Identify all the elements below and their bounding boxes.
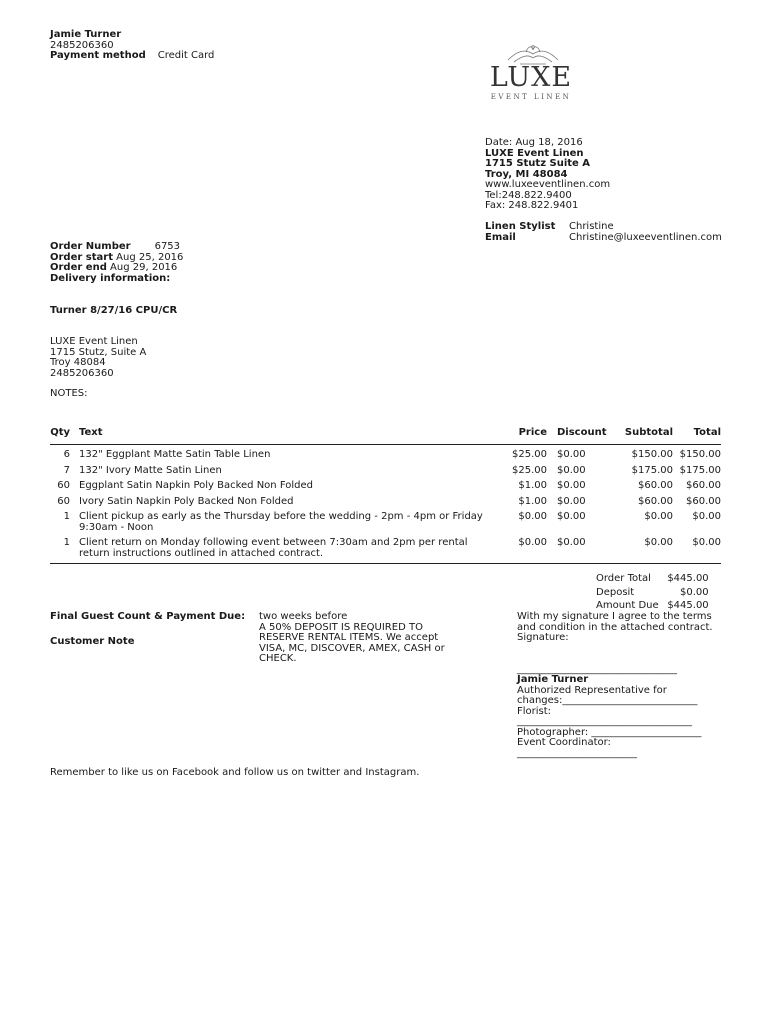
order-start-value: Aug 25, 2016	[116, 251, 184, 263]
item-text-line: 9:30am - Noon	[79, 521, 154, 533]
signature-line	[517, 644, 722, 655]
cell-price: $1.00	[518, 495, 547, 507]
payment-due-text	[259, 612, 459, 665]
email-label: Email	[485, 231, 516, 243]
table-header-row	[50, 427, 721, 445]
header-qty: Qty	[50, 427, 70, 445]
signature-line: Jamie Turner	[517, 674, 589, 685]
customer-phone: 2485206360	[50, 39, 114, 51]
cell-discount: $0.00	[557, 480, 586, 491]
payment-due-label: Final Guest Count & Payment Due:	[50, 611, 246, 622]
order-start-label: Order start	[50, 251, 113, 263]
deposit-value: $0.00	[680, 586, 709, 598]
items-table	[50, 427, 721, 564]
signature-line: ________________________________	[517, 663, 677, 675]
signature-line: Event Coordinator:	[517, 737, 611, 748]
header-price: Price	[499, 427, 547, 445]
company-tel: Tel:248.822.9400	[485, 189, 572, 201]
signature-line: Authorized Representative for	[517, 684, 667, 696]
order-number-value: 6753	[154, 241, 181, 252]
customer-name: Jamie Turner	[50, 29, 122, 40]
order-end-row	[50, 263, 183, 274]
signature-line: Signature:	[517, 632, 569, 643]
stylist-value: Christine	[569, 221, 614, 232]
order-info	[50, 242, 183, 284]
delivery-phone: 2485206360	[50, 367, 114, 379]
payment-due-line: CHECK.	[259, 653, 297, 664]
signature-line: changes:___________________________	[517, 695, 698, 706]
table-row	[50, 507, 721, 533]
cell-qty: 60	[57, 480, 70, 491]
cell-price: $0.00	[518, 537, 547, 548]
deposit-label: Deposit	[596, 586, 635, 598]
cell-text	[70, 445, 499, 461]
delivery-label: Delivery information:	[50, 272, 171, 284]
cell-qty: 6	[63, 449, 70, 460]
company-info	[485, 138, 610, 212]
footer-note: Remember to like us on Facebook and follow us on twitter and Instagram.	[50, 767, 420, 778]
company-city: Troy, MI 48084	[485, 168, 568, 180]
cell-price: $25.00	[512, 464, 547, 476]
item-text-line: return instructions outlined in attached contract.	[79, 547, 324, 559]
signature-block	[517, 612, 722, 759]
item-text-line: Ivory Satin Napkin Poly Backed Non Folded	[79, 495, 294, 507]
cell-text	[70, 476, 499, 492]
amount-due-value: $445.00	[667, 600, 709, 611]
signature-line	[517, 654, 722, 665]
table-row	[50, 461, 721, 477]
cell-qty: 7	[63, 464, 70, 476]
header-subtotal: Subtotal	[613, 427, 673, 445]
item-text-line: 132" Ivory Matte Satin Linen	[79, 464, 222, 476]
cell-subtotal: $60.00	[638, 480, 673, 491]
email-value: Christine@luxeeventlinen.com	[569, 231, 722, 243]
payment-method-label: Payment method	[50, 50, 146, 61]
logo-subtitle: EVENT LINEN	[490, 93, 572, 101]
table-row	[50, 533, 721, 564]
cell-qty: 1	[63, 511, 70, 522]
delivery-street: 1715 Stutz, Suite A	[50, 346, 147, 358]
payment-due-line: RESERVE RENTAL ITEMS. We accept	[259, 632, 439, 643]
signature-line: ___________________________________	[517, 716, 692, 727]
order-total-value: $445.00	[667, 573, 709, 584]
payment-due-line: two weeks before	[259, 611, 348, 622]
payment-method-row	[50, 51, 214, 62]
cell-total: $150.00	[679, 449, 721, 460]
cell-subtotal: $0.00	[644, 537, 673, 548]
company-street: 1715 Stutz Suite A	[485, 158, 591, 169]
order-end-label: Order end	[50, 262, 107, 273]
cell-price: $1.00	[518, 480, 547, 491]
cell-discount: $0.00	[557, 495, 586, 507]
cell-subtotal: $175.00	[631, 464, 673, 476]
item-text-line: 132" Eggplant Matte Satin Table Linen	[79, 449, 271, 460]
delivery-city: Troy 48084	[50, 357, 106, 368]
item-text-line: Client pickup as early as the Thursday before the wedding - 2pm - 4pm or Friday	[79, 511, 483, 522]
customer-note-label: Customer Note	[50, 636, 135, 647]
cell-discount: $0.00	[557, 464, 586, 476]
order-number-label: Order Number	[50, 241, 131, 252]
totals-block	[596, 572, 709, 613]
cell-text	[70, 507, 499, 533]
company-fax: Fax: 248.822.9401	[485, 200, 579, 211]
signature-line: Florist:	[517, 705, 552, 717]
amount-due-label: Amount Due	[596, 600, 659, 611]
cell-subtotal: $60.00	[638, 495, 673, 507]
cell-price: $25.00	[512, 449, 547, 460]
cell-price: $0.00	[518, 511, 547, 522]
signature-line: ________________________	[517, 747, 637, 759]
order-end-value: Aug 29, 2016	[110, 262, 178, 273]
cell-text	[70, 461, 499, 477]
invoice-date: Date: Aug 18, 2016	[485, 137, 583, 148]
cell-total: $0.00	[692, 511, 721, 522]
cell-subtotal: $150.00	[631, 449, 673, 460]
header-discount: Discount	[547, 427, 613, 445]
cell-discount: $0.00	[557, 511, 586, 522]
delivery-address	[50, 337, 146, 379]
cell-total: $60.00	[686, 495, 721, 507]
payment-due-line: A 50% DEPOSIT IS REQUIRED TO	[259, 621, 423, 633]
notes-label: NOTES:	[50, 388, 88, 399]
cell-text	[70, 492, 499, 508]
table-row	[50, 476, 721, 492]
signature-line: With my signature I agree to the terms	[517, 611, 712, 622]
cell-total: $0.00	[692, 537, 721, 548]
company-name: LUXE Event Linen	[485, 147, 584, 159]
stylist-info	[485, 222, 722, 243]
item-text-line: Client return on Monday following event between 7:30am and 2pm per rental	[79, 537, 468, 548]
signature-line: Photographer: ______________________	[517, 726, 702, 738]
cell-subtotal: $0.00	[644, 511, 673, 522]
company-logo	[478, 42, 588, 104]
stylist-label: Linen Stylist	[485, 221, 556, 232]
item-text-line: Eggplant Satin Napkin Poly Backed Non Folded	[79, 480, 313, 491]
signature-line: and condition in the attached contract.	[517, 621, 713, 633]
table-row	[50, 492, 721, 508]
company-website: www.luxeeventlinen.com	[485, 179, 611, 190]
header-total: Total	[673, 427, 721, 445]
cell-discount: $0.00	[557, 537, 586, 548]
header-text: Text	[70, 427, 499, 445]
payment-method-value: Credit Card	[157, 50, 215, 61]
payment-due-line: VISA, MC, DISCOVER, AMEX, CASH or	[259, 642, 445, 654]
cell-total: $60.00	[686, 480, 721, 491]
cell-text	[70, 533, 499, 564]
customer-block	[50, 30, 214, 62]
order-total-label: Order Total	[596, 573, 651, 584]
cell-total: $175.00	[679, 464, 721, 476]
cell-qty: 60	[57, 495, 70, 507]
cell-discount: $0.00	[557, 449, 586, 460]
delivery-name: LUXE Event Linen	[50, 336, 138, 347]
logo-wordmark: LUXE	[489, 62, 573, 93]
pickup-note: Turner 8/27/16 CPU/CR	[50, 305, 178, 316]
table-row	[50, 445, 721, 461]
cell-qty: 1	[63, 537, 70, 548]
